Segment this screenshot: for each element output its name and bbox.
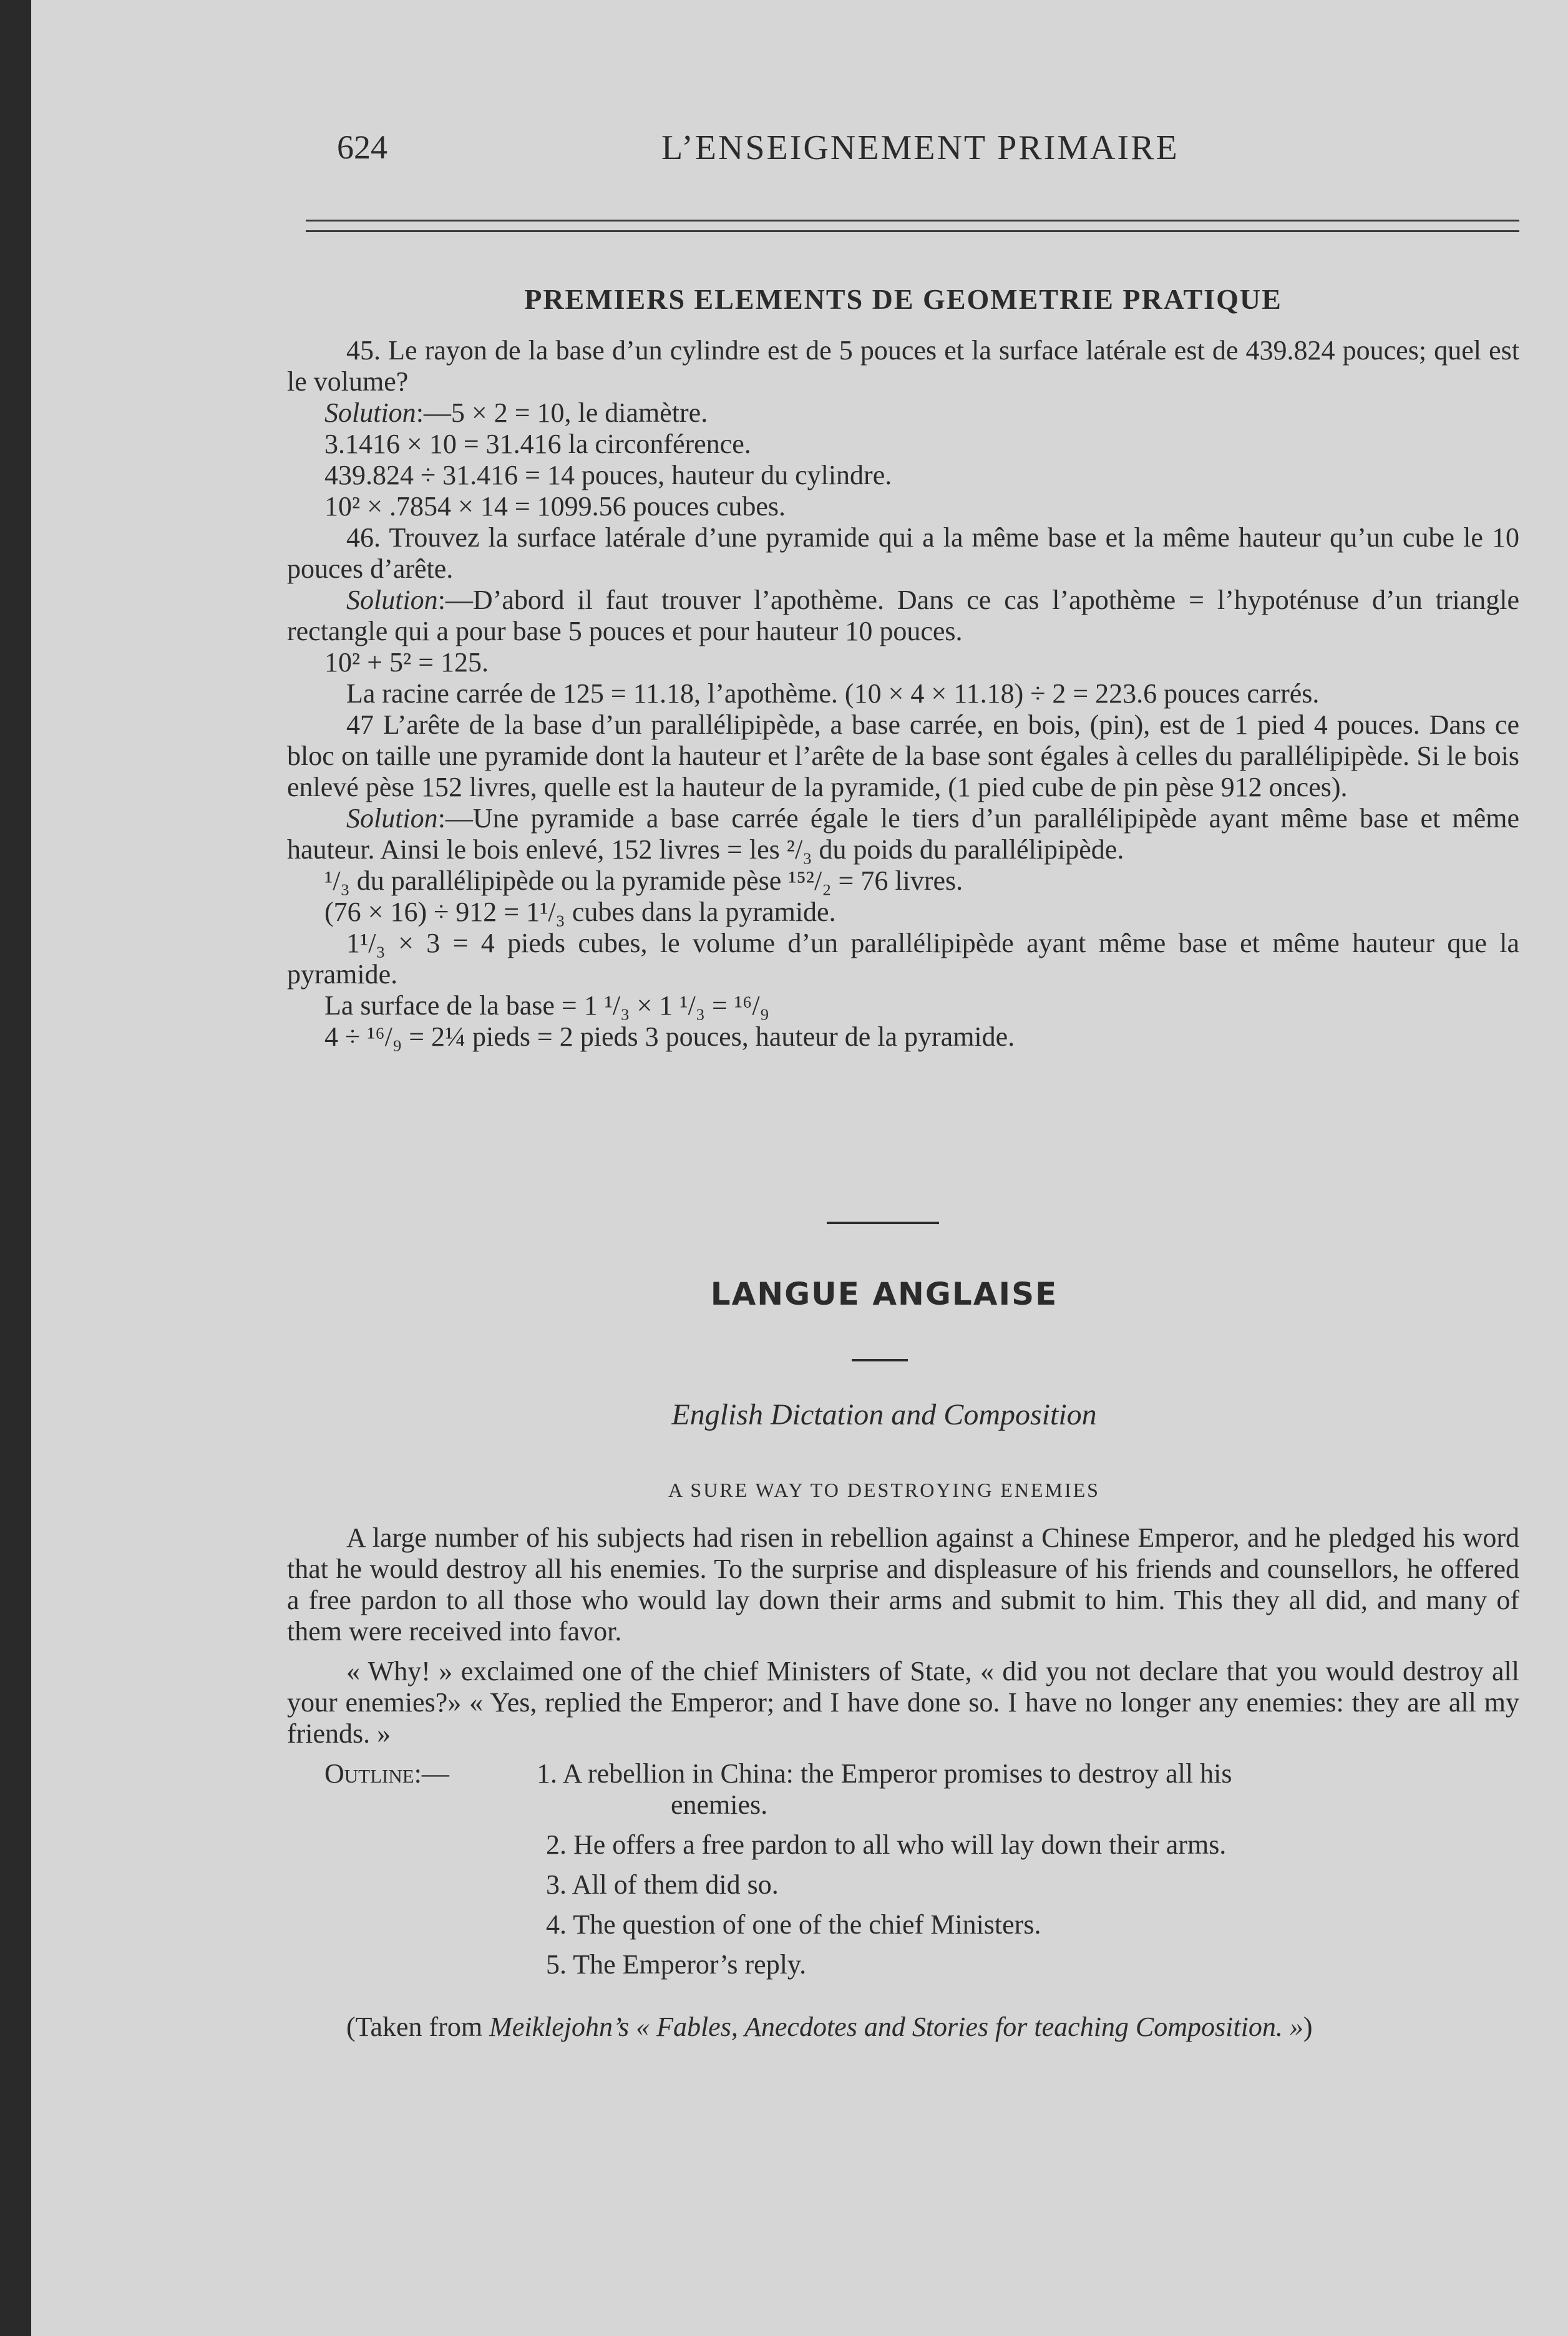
solution-46-line-2: 10² + 5² = 125. (324, 647, 489, 678)
solution-label: Solution (346, 803, 438, 834)
problem-46: 46. Trouvez la surface latérale d’une pyramide qui a la même base et la même hauteur qu’un cube le 10 pouces d’arête. (287, 522, 1519, 584)
source-citation (287, 2012, 1519, 2043)
source-suffix: ) (1303, 2012, 1313, 2042)
story-paragraph-2: « Why! » exclaimed one of the chief Ministers of State, « did you not declare that you would destroy all your enemies?» « Yes, replied the Emperor; and I have done so. I have no longer any enemies: they are all my friends. » (287, 1656, 1519, 1749)
section-divider (827, 1222, 939, 1224)
solution-label: Solution (346, 585, 438, 615)
solution-47-line-4: 1¹/₃ × 3 = 4 pieds cubes, le volume d’un parallélipipède ayant même base et même hauteur que la pyramide. (287, 928, 1519, 990)
solution-text: :—D’abord il faut trouver l’apothème. Dans ce cas l’apothème = l’hypoténuse d’un triangle rectangle qui a pour base 5 pouces et pour hauteur 10 pouces. (287, 585, 1519, 646)
outline-item-2: 2. He offers a free pardon to all who will lay down their arms. (546, 1829, 1227, 1860)
outline-item-5: 5. The Emperor’s reply. (546, 1949, 807, 1980)
page-number: 624 (337, 129, 387, 166)
solution-45-line-1 (287, 397, 1519, 429)
solution-47-line-2: ¹/₃ du parallélipipède ou la pyramide pèse ¹⁵²/₂ = 76 livres. (324, 865, 963, 896)
page-header (337, 128, 1554, 184)
title-divider (852, 1359, 908, 1361)
langue-anglaise-title: LANGUE ANGLAISE (710, 1276, 1058, 1312)
solution-45-line-3: 439.824 ÷ 31.416 = 14 pouces, hauteur du cylindre. (324, 460, 892, 490)
solution-46-line-3: La racine carrée de 125 = 11.18, l’apothème. (10 × 4 × 11.18) ÷ 2 = 223.6 pouces carrés. (346, 678, 1320, 709)
geometry-section (287, 284, 1519, 1053)
story-paragraph-1: A large number of his subjects had risen in rebellion against a Chinese Emperor, and he pledged his word that he would destroy all his enemies. To the surprise and displeasure of his friends and counsellors, he offered a free pardon to all those who would lay down their arms and submit to him. This they all did, and many of them were received into favor. (287, 1522, 1519, 1647)
english-section (287, 1522, 1519, 2051)
running-title: L’ENSEIGNEMENT PRIMAIRE (661, 129, 1179, 167)
solution-45-line-4: 10² × .7854 × 14 = 1099.56 pouces cubes. (324, 491, 786, 522)
source-prefix: (Taken from (346, 2012, 490, 2042)
solution-47-line-5: La surface de la base = 1 ¹/₃ × 1 ¹/₃ = ¹⁶/₉ (324, 990, 769, 1021)
outline-item-4: 4. The question of one of the chief Ministers. (546, 1909, 1041, 1940)
problem-45: 45. Le rayon de la base d’un cylindre est de 5 pouces et la surface latérale est de 439.824 pouces; quel est le volume? (287, 335, 1519, 397)
outline-item-3: 3. All of them did so. (546, 1869, 779, 1900)
problem-47: 47 L’arête de la base d’un parallélipipède, a base carrée, en bois, (pin), est de 1 pied 4 pouces. Dans ce bloc on taille une pyramide dont la hauteur et l’arête de la base sont égales à celles du parallélipipède. Si le bois enlevé pèse 152 livres, quelle est la hauteur de la pyramide, (1 pied cube de pin pèse 912 onces). (287, 709, 1519, 802)
solution-47-line-3: (76 × 16) ÷ 912 = 1¹/₃ cubes dans la pyramide. (324, 897, 836, 927)
solution-45-line-2: 3.1416 × 10 = 31.416 la circonférence. (324, 429, 751, 459)
solution-label: Solution (324, 397, 416, 428)
solution-47-line-1 (287, 803, 1519, 865)
story-title: A SURE WAY TO DESTROYING ENEMIES (668, 1479, 1100, 1501)
solution-text: :—5 × 2 = 10, le diamètre. (416, 397, 708, 428)
solution-47-line-6: 4 ÷ ¹⁶/₉ = 2¼ pieds = 2 pieds 3 pouces, hauteur de la pyramide. (324, 1021, 1015, 1052)
english-subtitle: English Dictation and Composition (671, 1398, 1097, 1431)
header-rule (306, 220, 1519, 221)
outline-label: Outline:— (324, 1758, 449, 1789)
outline-item-1: 1. A rebellion in China: the Emperor promises to destroy all his (537, 1758, 1232, 1789)
solution-text: :—Une pyramide a base carrée égale le tiers d’un parallélipipède ayant même base et même hauteur. Ainsi le bois enlevé, 152 livres = les ²/₃ du poids du parallélipipède. (287, 803, 1519, 865)
source-work: Meiklejohn’s « Fables, Anecdotes and Stories for teaching Composition. » (489, 2012, 1303, 2042)
geometry-title: PREMIERS ELEMENTS DE GEOMETRIE PRATIQUE (524, 283, 1282, 315)
solution-46-line-1 (287, 585, 1519, 647)
outline-item-1-continuation: enemies. (671, 1789, 768, 1820)
outline-row (287, 1758, 1519, 1789)
